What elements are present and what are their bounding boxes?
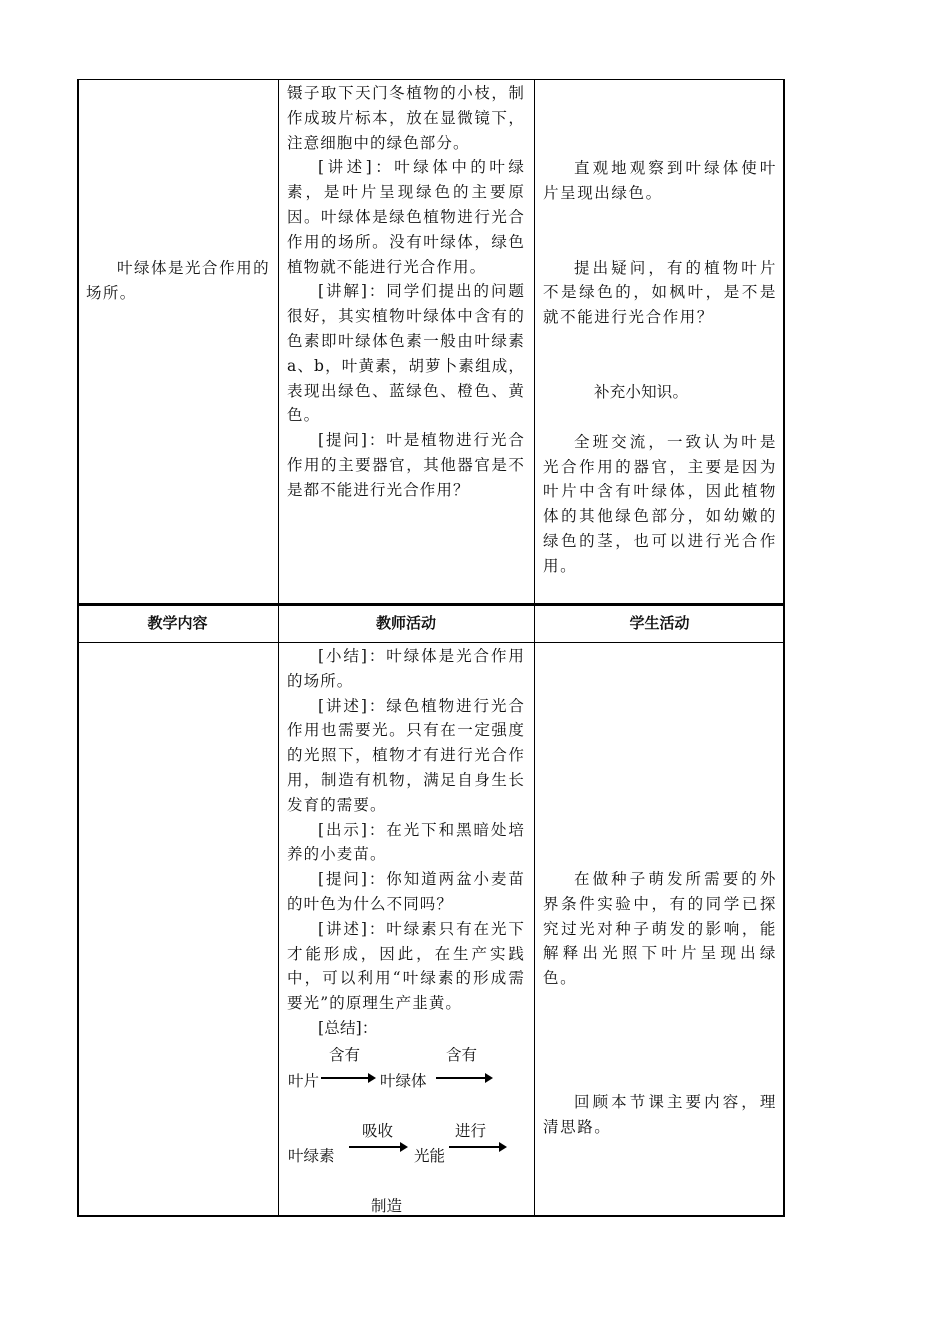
teacher-paragraph: [讲述]：绿色植物进行光合作用也需要光。只有在一定强度的光照下，植物才有进行光合作用，制造有机物，满足自身生长发育的需要。	[287, 696, 525, 814]
teacher-paragraph: [总结]：	[318, 1018, 378, 1037]
flow-node-light: 光能	[414, 1147, 446, 1165]
teacher-paragraph: [提问]：叶是植物进行光合作用的主要器官，其他器官是不是都不能进行光合作用？	[287, 431, 525, 499]
flow-arrow	[321, 1077, 374, 1079]
flow-node-chlorophyll: 叶绿素	[288, 1147, 335, 1165]
teacher-paragraph: [讲述]：叶绿体中的叶绿素，是叶片呈现绿色的主要原因。叶绿体是绿色植物进行光合作用的场所。没有叶绿体，绿色植物就不能进行光合作用。	[287, 158, 525, 276]
bottom-teacher-cell	[287, 644, 525, 1041]
flow-node-chloroplast: 叶绿体	[380, 1072, 427, 1090]
flow-node-leaf: 叶片	[288, 1072, 320, 1090]
student-paragraph: 直观地观察到叶绿体使叶片呈现出绿色。	[543, 159, 777, 202]
top-teacher-cell	[287, 81, 525, 503]
flow-arrow	[349, 1146, 406, 1148]
content-text: 叶绿体是光合作用的场所。	[86, 259, 270, 302]
column-divider-1	[278, 79, 279, 1217]
student-paragraph: 回顾本节课主要内容，理清思路。	[543, 1092, 777, 1136]
teacher-paragraph: [讲述]：叶绿素只有在光下才能形成，因此，在生产实践中，可以利用“叶绿素的形成需要光”的原理生产韭黄。	[287, 919, 525, 1013]
header-teacher-activity: 教师活动	[375, 614, 436, 632]
top-student-cell	[543, 156, 777, 579]
student-paragraph: 全班交流，一致认为叶是光合作用的器官，主要是因为叶片中含有叶绿体，因此植物体的其他绿色部分，如幼嫩的绿色的茎，也可以进行光合作用。	[543, 432, 777, 575]
teacher-paragraph: [出示]：在光下和黑暗处培养的小麦苗。	[287, 820, 525, 864]
bottom-student-cell	[543, 867, 777, 1140]
student-paragraph: 提出疑问，有的植物叶片不是绿色的，如枫叶，是不是就不能进行光合作用？	[543, 258, 777, 327]
teacher-paragraph: [提问]：你知道两盆小麦苗的叶色为什么不同吗？	[287, 870, 525, 913]
student-paragraph: 在做种子萌发所需要的外界条件实验中，有的同学已探究过光对种子萌发的影响，能解释出光照下叶片呈现出绿色。	[543, 870, 777, 988]
teacher-paragraph: 镊子取下天门冬植物的小枝，制作成玻片标本，放在显微镜下，注意细胞中的绿色部分。	[287, 84, 525, 152]
top-content-cell	[86, 256, 270, 306]
flow-arrow	[436, 1077, 491, 1079]
header-bottom-border	[77, 642, 785, 643]
teacher-paragraph: [讲解]：同学们提出的问题很好，其实植物叶绿体中含有的色素即叶绿体色素一般由叶绿素a、b，叶黄素，胡萝卜素组成，表现出绿色、蓝绿色、橙色、黄色。	[287, 282, 525, 425]
flow-label-make: 制造	[371, 1197, 403, 1215]
flow-label-absorb: 吸收	[362, 1122, 394, 1140]
flow-label-contain: 含有	[446, 1046, 478, 1064]
student-paragraph: 补充小知识。	[594, 382, 689, 401]
column-divider-2	[534, 79, 535, 1217]
header-top-border	[77, 603, 785, 606]
header-student-activity: 学生活动	[629, 614, 690, 632]
header-teaching-content: 教学内容	[147, 614, 208, 632]
flow-label-contain: 含有	[329, 1046, 361, 1064]
flow-label-perform: 进行	[455, 1122, 487, 1140]
teacher-paragraph: [小结]：叶绿体是光合作用的场所。	[287, 647, 525, 690]
flow-arrow	[449, 1146, 505, 1148]
